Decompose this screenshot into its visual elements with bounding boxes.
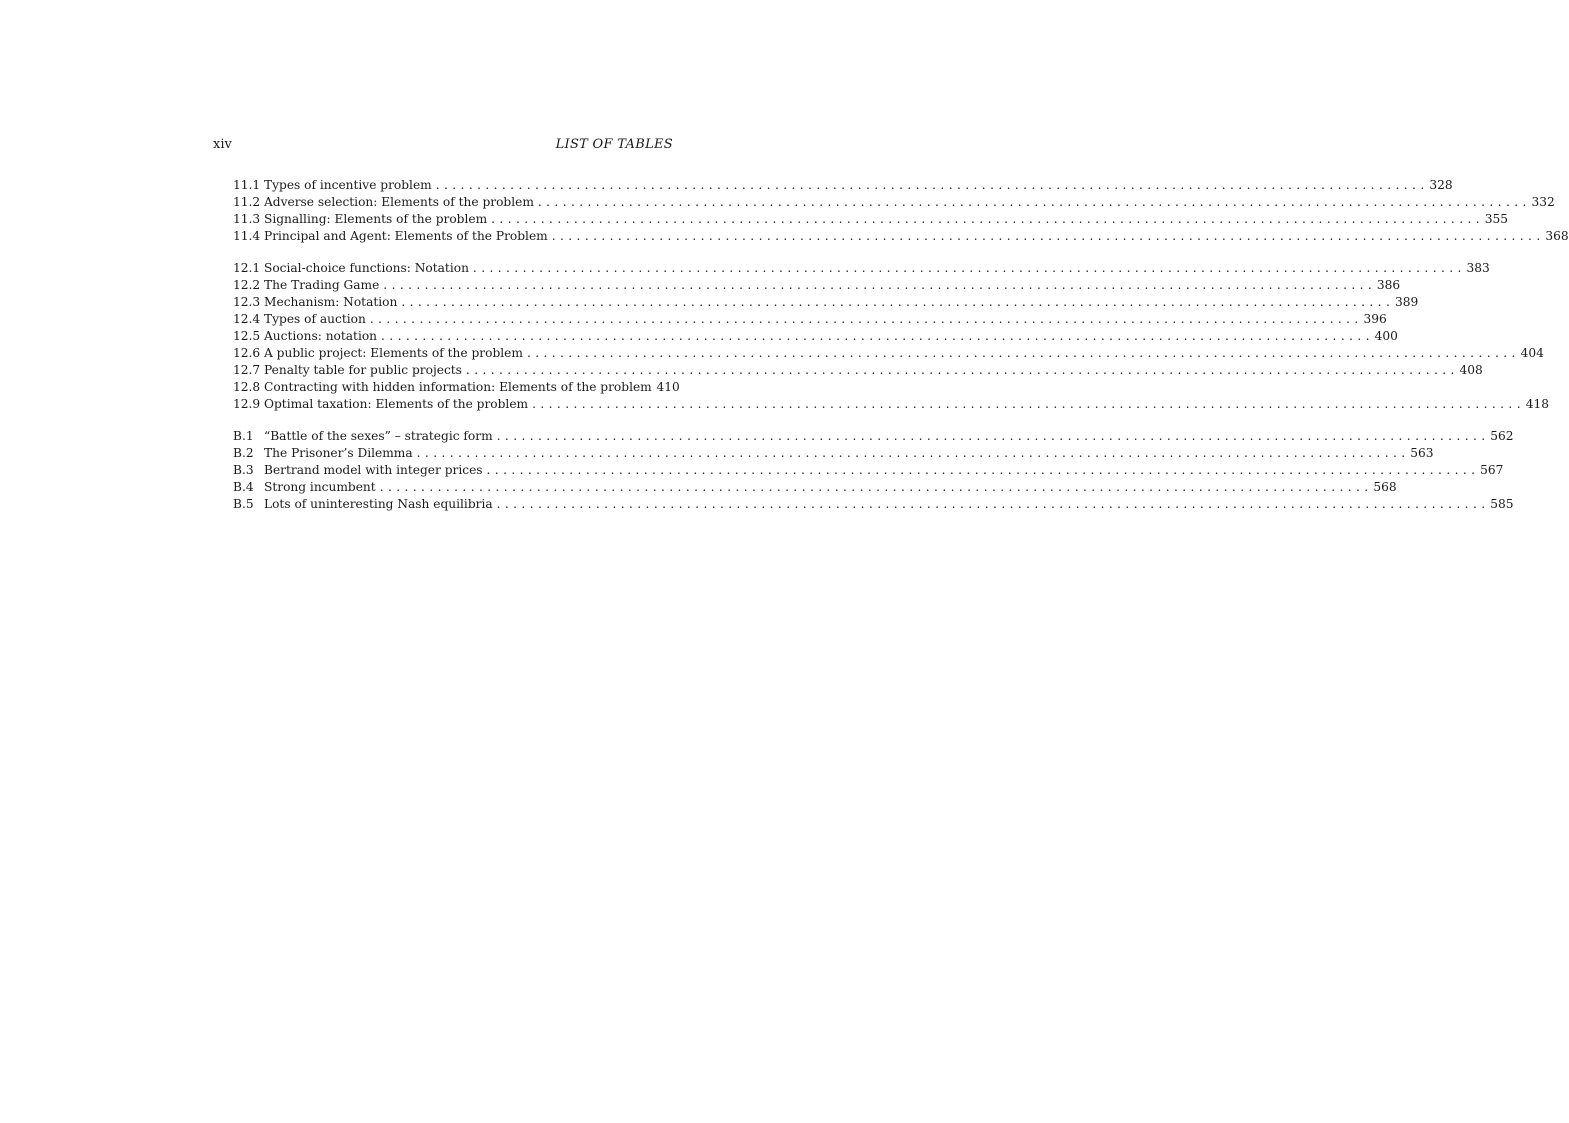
table-title: Mechanism: Notation xyxy=(264,295,398,309)
table-page: 386 xyxy=(1376,278,1401,292)
table-page: 404 xyxy=(1520,346,1544,360)
dot-leader: ........................................................................................................................ xyxy=(496,497,1490,511)
table-page: 389 xyxy=(1394,295,1419,309)
toc-entry[interactable] xyxy=(233,428,1514,445)
toc-entry[interactable] xyxy=(233,328,1398,345)
table-title: Strong incumbent xyxy=(264,480,376,494)
table-page: 567 xyxy=(1480,463,1504,477)
dot-leader: ........................................................................................................................ xyxy=(537,195,1531,209)
dot-leader: ........................................................................................................................ xyxy=(383,278,1377,292)
table-title: Signalling: Elements of the problem xyxy=(264,212,488,226)
toc-entry[interactable] xyxy=(233,177,1453,194)
table-title: A public project: Elements of the problem xyxy=(264,346,523,360)
page-title: LIST OF TABLES xyxy=(555,137,673,152)
table-number: 11.2 xyxy=(233,195,261,209)
table-number: 12.7 xyxy=(233,363,261,377)
dot-leader: ........................................................................................................................ xyxy=(551,229,1545,243)
toc-entry[interactable] xyxy=(233,294,1419,311)
table-title: Adverse selection: Elements of the problem xyxy=(264,195,534,209)
table-page: 332 xyxy=(1531,195,1555,209)
table-page: 368 xyxy=(1545,229,1569,243)
toc-entry[interactable] xyxy=(233,445,1434,462)
table-page: 328 xyxy=(1429,178,1453,192)
table-number: 12.6 xyxy=(233,346,261,360)
table-page: 562 xyxy=(1490,429,1514,443)
table-page: 396 xyxy=(1363,312,1387,326)
table-number: B.3 xyxy=(233,463,254,477)
table-title: “Battle of the sexes” – strategic form xyxy=(264,429,493,443)
dot-leader: ........................................................................................................................ xyxy=(369,312,1363,326)
table-page: 418 xyxy=(1525,397,1549,411)
table-title: Principal and Agent: Elements of the Problem xyxy=(264,229,548,243)
table-page: 563 xyxy=(1410,446,1434,460)
table-title: Lots of uninteresting Nash equilibria xyxy=(264,497,493,511)
dot-leader: ........................................................................................................................ xyxy=(532,397,1525,411)
toc-group-chapter-11 xyxy=(233,177,1569,245)
table-number: B.1 xyxy=(233,429,254,443)
table-title: Contracting with hidden information: Elements of the problem xyxy=(264,380,652,394)
toc-entry[interactable] xyxy=(233,379,680,396)
dot-leader: ........................................................................................................................ xyxy=(491,212,1485,226)
table-number: B.5 xyxy=(233,497,254,511)
dot-leader: ........................................................................................................................ xyxy=(486,463,1480,477)
dot-leader: ........................................................................................................................ xyxy=(401,295,1395,309)
dot-leader: ........................................................................................................................ xyxy=(381,329,1374,343)
table-title: The Trading Game xyxy=(264,278,380,292)
table-number: 11.1 xyxy=(233,178,261,192)
toc-entry[interactable] xyxy=(233,228,1569,245)
table-title: Penalty table for public projects xyxy=(264,363,462,377)
toc-entry[interactable] xyxy=(233,311,1387,328)
table-number: 12.8 xyxy=(233,380,261,394)
table-number: 12.4 xyxy=(233,312,261,326)
table-page: 355 xyxy=(1484,212,1509,226)
table-title: Social-choice functions: Notation xyxy=(264,261,469,275)
toc-group-chapter-12 xyxy=(233,260,1549,413)
toc-entry[interactable] xyxy=(233,462,1504,479)
table-page: 585 xyxy=(1490,497,1514,511)
table-number: 12.1 xyxy=(233,261,261,275)
list-of-tables xyxy=(233,177,1569,513)
toc-entry[interactable] xyxy=(233,260,1490,277)
toc-entry[interactable] xyxy=(233,496,1514,513)
table-title: Types of auction xyxy=(264,312,366,326)
dot-leader: ........................................................................................................................ xyxy=(496,429,1490,443)
table-page: 408 xyxy=(1459,363,1483,377)
table-number: 11.4 xyxy=(233,229,261,243)
table-number: 12.3 xyxy=(233,295,261,309)
table-number: B.4 xyxy=(233,480,254,494)
dot-leader: ........................................................................................................................ xyxy=(379,480,1373,494)
dot-leader: ........................................................................................................................ xyxy=(472,261,1466,275)
table-page: 410 xyxy=(656,380,680,394)
toc-group-appendix-b xyxy=(233,428,1514,513)
toc-entry[interactable] xyxy=(233,362,1483,379)
running-head xyxy=(213,137,673,155)
table-title: The Prisoner’s Dilemma xyxy=(264,446,413,460)
table-number: 12.2 xyxy=(233,278,261,292)
table-number: 11.3 xyxy=(233,212,261,226)
table-title: Auctions: notation xyxy=(264,329,378,343)
toc-entry[interactable] xyxy=(233,479,1397,496)
dot-leader: ........................................................................................................................ xyxy=(465,363,1459,377)
table-page: 383 xyxy=(1466,261,1490,275)
dot-leader: ........................................................................................................................ xyxy=(526,346,1520,360)
table-title: Types of incentive problem xyxy=(264,178,432,192)
toc-entry[interactable] xyxy=(233,211,1509,228)
table-page: 568 xyxy=(1373,480,1397,494)
table-title: Bertrand model with integer prices xyxy=(264,463,483,477)
dot-leader: ........................................................................................................................ xyxy=(435,178,1429,192)
table-number: 12.9 xyxy=(233,397,261,411)
toc-entry[interactable] xyxy=(233,345,1544,362)
table-page: 400 xyxy=(1374,329,1398,343)
page-number: xiv xyxy=(213,137,232,152)
toc-entry[interactable] xyxy=(233,194,1555,211)
table-title: Optimal taxation: Elements of the problem xyxy=(264,397,529,411)
dot-leader: ........................................................................................................................ xyxy=(416,446,1410,460)
table-number: B.2 xyxy=(233,446,254,460)
toc-entry[interactable] xyxy=(233,277,1401,294)
table-number: 12.5 xyxy=(233,329,261,343)
toc-entry[interactable] xyxy=(233,396,1549,413)
